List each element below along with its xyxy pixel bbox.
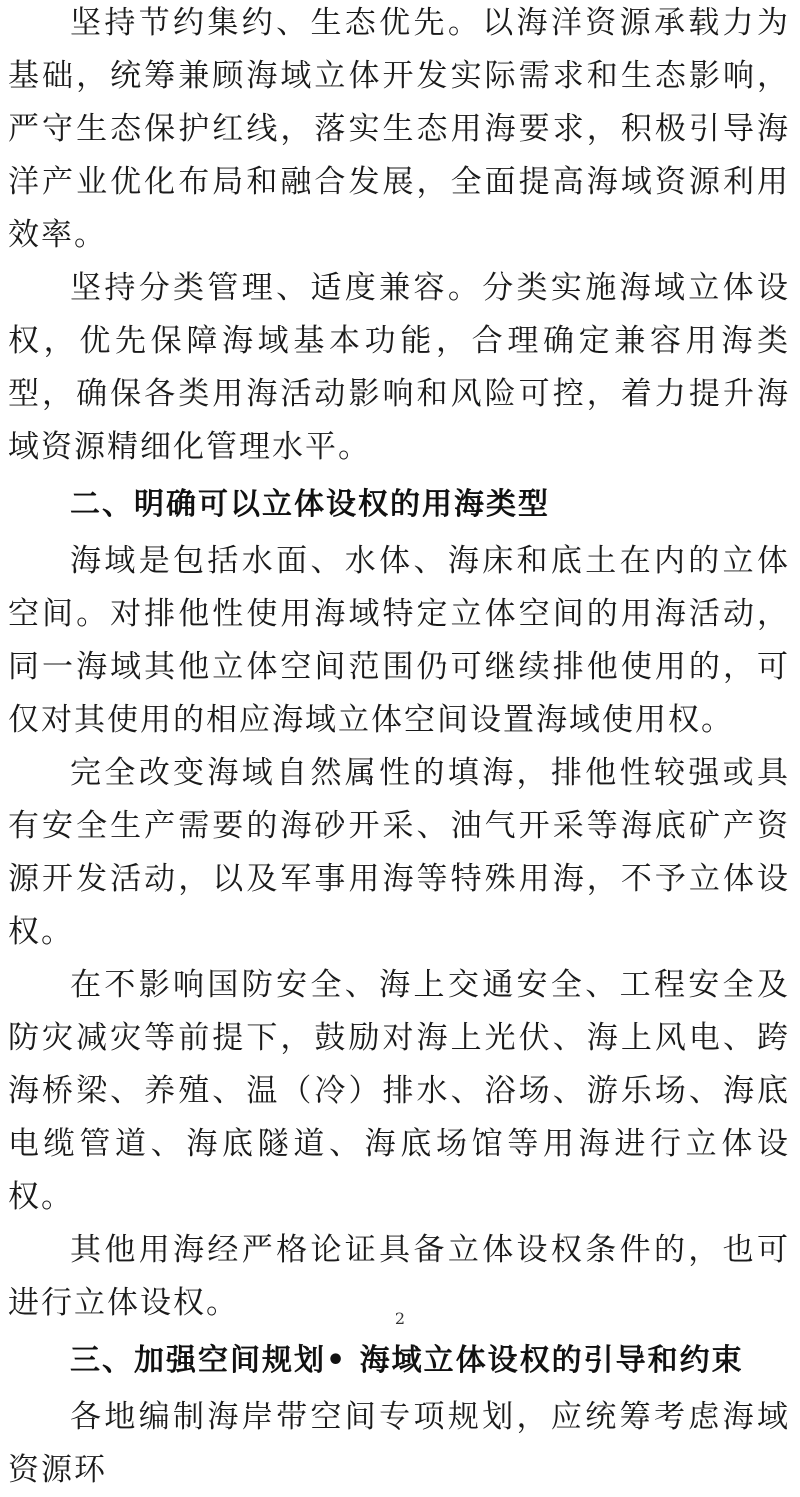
section-heading-3: 三、加强空间规划• 海域立体设权的引导和约束 (70, 1343, 744, 1378)
page-number: 2 (394, 1309, 406, 1328)
paragraph-excluded-uses: 完全改变海域自然属性的填海，排他性较强或具有安全生产需要的海砂开采、油气开采等海底矿产资源开发活动，以及军事用海等特殊用海，不予立体设权。 (8, 755, 790, 950)
paragraph-classified-management: 坚持分类管理、适度兼容。分类实施海域立体设权，优先保障海域基本功能，合理确定兼容用海类型，确保各类用海活动影响和风险可控，着力提升海域资源精细化管理水平。 (8, 270, 790, 465)
document-body (8, 0, 790, 1497)
paragraph-sea-area-definition: 海域是包括水面、水体、海床和底土在内的立体空间。对排他性使用海域特定立体空间的用海活动，同一海域其他立体空间范围仍可继续排他使用的，可仅对其使用的相应海域立体空间设置海域使用权。 (8, 543, 790, 738)
paragraph-encouraged-uses: 在不影响国防安全、海上交通安全、工程安全及防灾减灾等前提下，鼓励对海上光伏、海上风电、跨海桥梁、养殖、温（冷）排水、浴场、游乐场、海底电缆管道、海底隧道、海底场馆等用海进行立体设权。 (8, 967, 790, 1215)
paragraph-conservation-principle: 坚持节约集约、生态优先。以海洋资源承载力为基础，统筹兼顾海域立体开发实际需求和生态影响，严守生态保护红线，落实生态用海要求，积极引导海洋产业优化布局和融合发展，全面提高海域资源利用效率。 (8, 5, 790, 253)
paragraph-other-uses: 其他用海经严格论证具备立体设权条件的，也可进行立体设权。 (8, 1232, 790, 1321)
section-heading-2: 二、明确可以立体设权的用海类型 (70, 487, 550, 522)
paragraph-coastal-planning: 各地编制海岸带空间专项规划，应统筹考虑海域资源环 (8, 1399, 790, 1488)
